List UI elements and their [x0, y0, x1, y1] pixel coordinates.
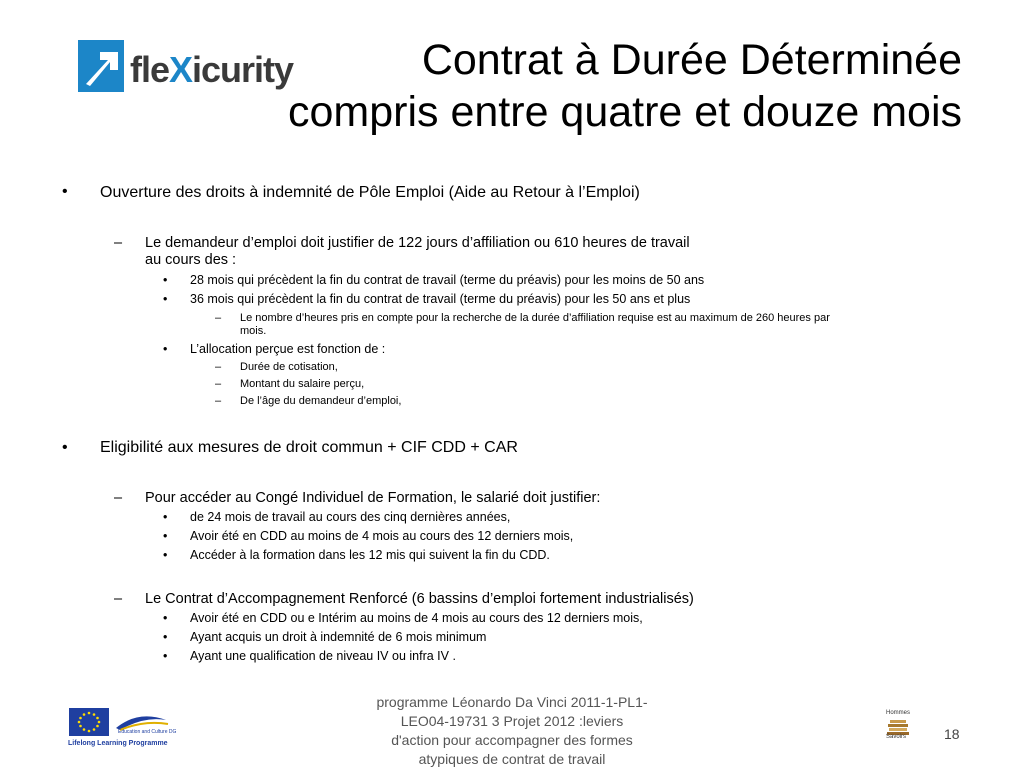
hs-line-2: Savoirs [886, 734, 907, 740]
bullet-marker: • [163, 273, 168, 287]
bullet-marker: • [163, 649, 168, 663]
bullet-marker: • [163, 292, 168, 306]
bullet-2-2: Le Contrat d’Accompagnement Renforcé (6 bassins d’emploi fortement industrialisés) [145, 591, 694, 607]
bullet-1-1-3-3: De l’âge du demandeur d’emploi, [240, 395, 402, 407]
bullet-1-1-2-1-line2: mois. [240, 325, 267, 337]
bullet-1-1-2-1-line1: Le nombre d’heures pris en compte pour la recherche de la durée d’affiliation requise est au maximum de 260 heures par [240, 312, 830, 324]
bullet-1-1-3-2: Montant du salaire perçu, [240, 378, 365, 390]
bullet-2-2-3: Ayant une qualification de niveau IV ou infra IV . [190, 649, 456, 663]
bullet-marker: • [163, 630, 168, 644]
bullet-2-2-1: Avoir été en CDD ou e Intérim au moins de 4 mois au cours des 12 derniers mois, [190, 611, 643, 625]
footer-text [355, 693, 669, 769]
title-line-1: Contrat à Durée Déterminée [421, 36, 962, 84]
page-number: 18 [944, 726, 960, 742]
bullet-2: Eligibilité aux mesures de droit commun + CIF CDD + CAR [100, 439, 518, 456]
bullet-1-1-2: 36 mois qui précèdent la fin du contrat de travail (terme du préavis) pour les 50 ans et plus [190, 292, 691, 306]
hommes-savoirs-logo [884, 710, 918, 744]
bullet-2-1-3: Accéder à la formation dans les 12 mis qui suivent la fin du CDD. [190, 548, 550, 562]
bullet-marker: • [62, 439, 68, 456]
bullet-1-1-3: L’allocation perçue est fonction de : [190, 342, 386, 356]
eu-lifelong-learning-logo [68, 706, 198, 752]
dash-marker: – [114, 235, 123, 251]
eu-dg-caption: Education and Culture DG [118, 729, 177, 735]
dash-marker: – [114, 490, 123, 506]
logo-text: fleXicurity [130, 49, 294, 90]
footer-line-3: d'action pour accompagner des formes [391, 732, 633, 748]
bullet-2-1: Pour accéder au Congé Individuel de Formation, le salarié doit justifier: [145, 490, 601, 506]
bullet-1-1-3-1: Durée de cotisation, [240, 361, 338, 373]
footer-line-1: programme Léonardo Da Vinci 2011-1-PL1- [376, 694, 648, 710]
bullet-2-1-2: Avoir été en CDD au moins de 4 mois au cours des 12 derniers mois, [190, 529, 574, 543]
bullet-marker: • [163, 611, 168, 625]
dash-marker: – [215, 395, 222, 407]
bullet-marker: • [163, 342, 168, 356]
dash-marker: – [114, 591, 123, 607]
bullet-marker: • [163, 548, 168, 562]
footer-line-2: LEO04-19731 3 Projet 2012 :leviers [400, 713, 624, 729]
footer-line-4: atypiques de contrat de travail [418, 751, 606, 767]
hs-line-1: Hommes [886, 710, 911, 716]
bullet-1-1-line1: Le demandeur d’emploi doit justifier de 122 jours d’affiliation ou 610 heures de travail [145, 235, 690, 251]
bullet-marker: • [163, 529, 168, 543]
bullet-marker: • [62, 183, 68, 200]
bullet-1-1-1: 28 mois qui précèdent la fin du contrat de travail (terme du préavis) pour les moins de 50 ans [190, 273, 705, 287]
bullet-marker: • [163, 510, 168, 524]
bullet-1-1-line2: au cours des : [145, 252, 237, 268]
title-line-2: compris entre quatre et douze mois [288, 88, 962, 136]
bullet-2-1-1: de 24 mois de travail au cours des cinq dernières années, [190, 510, 511, 524]
dash-marker: – [215, 361, 222, 373]
dash-marker: – [215, 378, 222, 390]
bullet-2-2-2: Ayant acquis un droit à indemnité de 6 mois minimum [190, 630, 487, 644]
eu-caption: Lifelong Learning Programme [68, 740, 168, 747]
bullet-1: Ouverture des droits à indemnité de Pôle Emploi (Aide au Retour à l’Emploi) [100, 184, 640, 201]
dash-marker: – [215, 312, 222, 324]
